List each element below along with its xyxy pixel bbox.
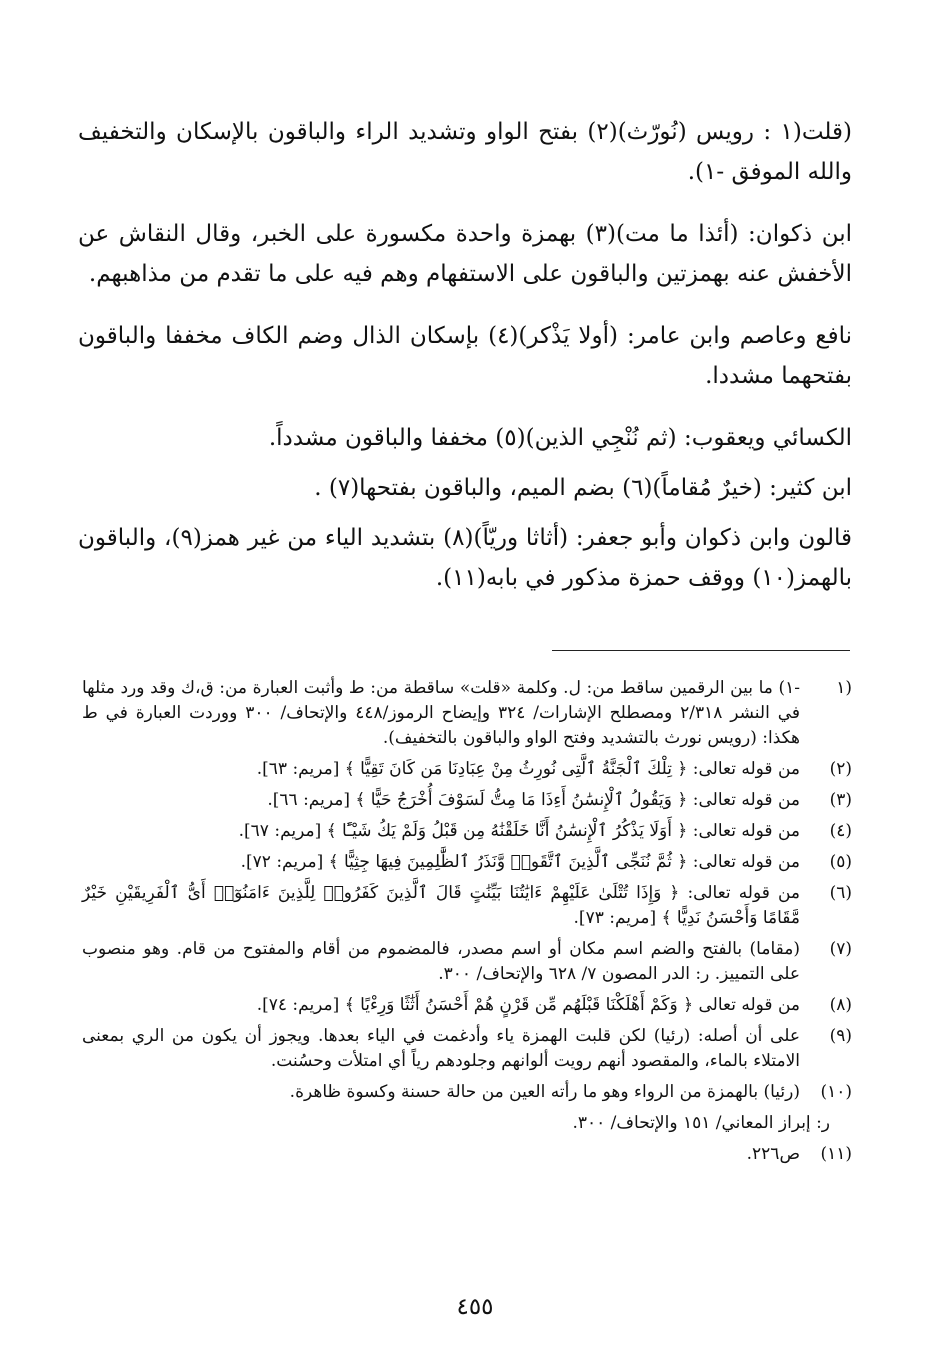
paragraph-ibn-dhakwan: ابن ذكوان: (أئذا ما مت)(٣) بهمزة واحدة مكسورة على الخبر، وقال النقاش عن الأخفش عنه بهمزتين والباقون على الاستفهام وهم فيه على ما تقدم من مذاهبهم. bbox=[78, 221, 852, 287]
footnote-3 bbox=[82, 788, 852, 813]
paragraph-kisai: الكسائي ويعقوب: (ثم نُنْجِي الذين)(٥) مخففا والباقون مشدداً. bbox=[268, 425, 852, 451]
paragraph-nafi: نافع وعاصم وابن عامر: (أولا يَذْكر)(٤) بإسكان الذال وضم الكاف مخففا والباقون بفتحهما مشددا. bbox=[78, 323, 853, 389]
footnote-10 bbox=[82, 1080, 852, 1105]
footnote-2 bbox=[82, 757, 852, 782]
footnote-number: (٣) bbox=[829, 790, 852, 810]
footnote-text: من قوله تعالى: ﴿ أَوَلَا يَذْكُرُ ٱلْإِنسَٰنُ أَنَّا خَلَقْنَٰهُ مِن قَبْلُ وَلَمْ يَكُ شَيْـًٔا ﴾ [مريم: ٦٧]. bbox=[238, 821, 800, 841]
footnote-number: (٨) bbox=[829, 995, 852, 1015]
footnote-number: (١ bbox=[836, 678, 852, 698]
footnote-number: (٢) bbox=[829, 759, 852, 779]
page-number: ٤٥٥ bbox=[456, 1294, 494, 1320]
footnote-text: من قوله تعالى: ﴿ ثُمَّ نُنَجِّى ٱلَّذِينَ ٱتَّقَوا۟ وَّنَذَرُ ٱلظَّٰلِمِينَ فِيهَا جِثِيًّا ﴾ [مريم: ٧٢]. bbox=[240, 852, 800, 872]
footnote-text: (مقاما) بالفتح والضم اسم مكان أو اسم مصدر، فالمضموم من أقام والمفتوح من قام. وهو منصوب على التمييز. ر: الدر المصون ٧/ ٦٢٨ والإتحاف/ ٣٠٠. bbox=[82, 939, 800, 984]
footnote-number: (٩) bbox=[829, 1026, 852, 1046]
footnote-4 bbox=[82, 819, 852, 844]
footnote-text: -١) ما بين الرقمين ساقط من: ل. وكلمة «قلت» ساقطة من: ط وأثبت العبارة من: ق،ك وقد ورد مثلها في النشر ٢/٣١٨ ومصطلح الإشارات/ ٣٢٤ وإيضاح الرموز/٤٤٨ والإتحاف/ ٣٠٠ ووردت العبارة في ط هكذا: (رويس نورث بالتشديد وفتح الواو والباقون بالتخفيف). bbox=[82, 678, 800, 748]
footnote-number: (١٠) bbox=[820, 1082, 852, 1102]
footnote-8 bbox=[82, 993, 852, 1018]
footnote-1 bbox=[82, 676, 852, 751]
footnote-number: (٦) bbox=[829, 883, 852, 903]
footnote-number: (٥) bbox=[829, 852, 852, 872]
footnote-number: (٧) bbox=[829, 939, 852, 959]
footnote-text: على أن أصله: (رئيا) لكن قلبت الهمزة ياء وأدغمت في الياء بعدها. ويجوز أن يكون من الري بمعنى الامتلاء بالماء، والمقصود أنهم رويت ألوانهم وجلودهم رياً أي امتلأت وحسُنت. bbox=[82, 1026, 800, 1071]
footnote-text: من قوله تعالى ﴿ وَكَمْ أَهْلَكْنَا قَبْلَهُم مِّن قَرْنٍ هُمْ أَحْسَنُ أَثَٰثًا وَرِءْيًا ﴾ [مريم: ٧٤]. bbox=[256, 995, 800, 1015]
footnote-text: من قوله تعالى: ﴿ وَيَقُولُ ٱلْإِنسَٰنُ أَءِذَا مَا مِتُّ لَسَوْفَ أُخْرَجُ حَيًّا ﴾ [مريم: ٦٦]. bbox=[267, 790, 800, 810]
main-text bbox=[78, 112, 852, 620]
footnote-number: (١١) bbox=[820, 1144, 852, 1164]
footnote-text: من قوله تعالى: ﴿ وَإِذَا تُتْلَىٰ عَلَيْهِمْ ءَايَٰتُنَا بَيِّنَٰتٍ قَالَ ٱلَّذِينَ كَفَرُوا۟ لِلَّذِينَ ءَامَنُوٓا۟ أَىُّ ٱلْفَرِيقَيْنِ خَيْرٌ مَّقَامًا وَأَحْسَنُ نَدِيًّا ﴾ [مريم: ٧٣]. bbox=[82, 883, 800, 928]
footnote-text: (رئيا) بالهمزة من الرواء وهو ما رأته العين من حالة حسنة وكسوة ظاهرة. bbox=[289, 1082, 800, 1102]
paragraph-ibn-kathir: ابن كثير: (خيرٌ مُقاماً)(٦) بضم الميم، والباقون بفتحها(٧) . bbox=[314, 475, 852, 501]
footnote-9 bbox=[82, 1024, 852, 1074]
paragraph-ruways: (قلت(١ : رويس (نُورّث)(٢) بفتح الواو وتشديد الراء والباقون بالإسكان والتخفيف والله الموفق -١). bbox=[78, 119, 852, 185]
paragraph-qalun: قالون وابن ذكوان وأبو جعفر: (أثاثا وريّاً)(٨) بتشديد الياء من غير همز(٩)، والباقون بالهمز(١٠) ووقف حمزة مذكور في بابه(١١). bbox=[78, 525, 852, 591]
footnote-7 bbox=[82, 937, 852, 987]
footnote-text: ص٢٢٦. bbox=[746, 1144, 800, 1164]
footnote-text: من قوله تعالى: ﴿ تِلْكَ ٱلْجَنَّةُ ٱلَّتِى نُورِثُ مِنْ عِبَادِنَا مَن كَانَ تَقِيًّا ﴾ [مريم: ٦٣]. bbox=[256, 759, 800, 779]
footnote-10-reference: ر: إبراز المعاني/ ١٥١ والإتحاف/ ٣٠٠. bbox=[572, 1113, 830, 1133]
footnote-11 bbox=[82, 1142, 852, 1167]
footnotes bbox=[82, 676, 852, 1173]
footnote-divider bbox=[552, 650, 850, 651]
footnote-6 bbox=[82, 881, 852, 931]
footnote-number: (٤) bbox=[829, 821, 852, 841]
footnote-5 bbox=[82, 850, 852, 875]
